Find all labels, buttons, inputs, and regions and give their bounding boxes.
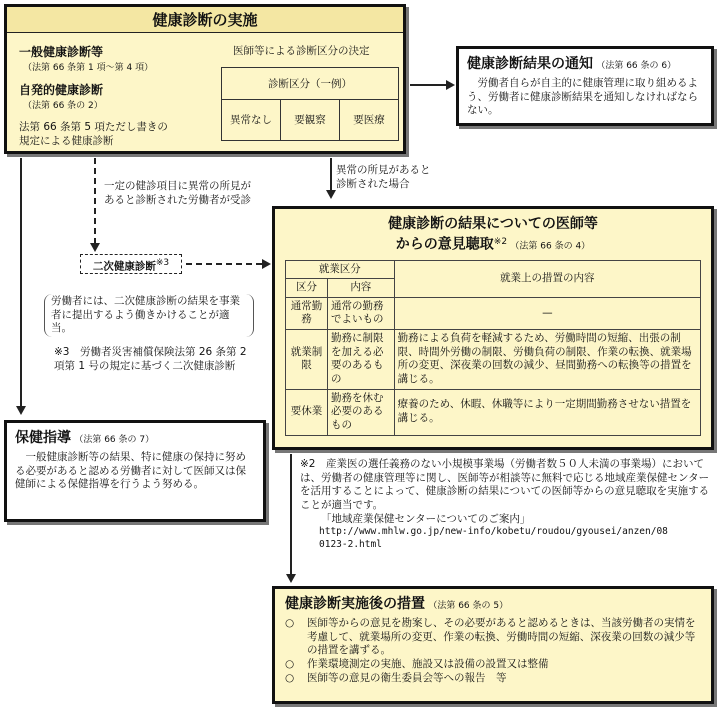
notice-law: （法第 66 条の 6） xyxy=(596,61,677,71)
col-naiyou: 内容 xyxy=(328,279,395,298)
note2-text: ※2 産業医の選任義務のない小規模事業場（労働者数５０人未満の事業場）においては、労働者の健康管理等に関し、医師等が相談等に無料で応じる地域産業保健センターを活用することによって、健康診断の結果についての医師等からの意見聴取を実施することが適当です。 xyxy=(300,458,710,511)
opinion-title-line1: 健康診断の結果についての医師等 xyxy=(388,216,598,232)
opinion-law: （法第 66 条の 4） xyxy=(510,241,591,252)
after-box xyxy=(272,586,714,704)
table-row xyxy=(286,297,701,329)
general-exam-law: （法第 66 条第 1 項～第 4 項） xyxy=(23,63,154,73)
row-measure: — xyxy=(394,297,700,329)
bullet-icon: ○ xyxy=(285,671,295,684)
line-to-opinion xyxy=(330,158,332,192)
opinion-box xyxy=(272,206,714,450)
arrow-to-notice xyxy=(410,84,446,86)
diagnosis-category-table xyxy=(221,67,399,141)
after-list xyxy=(285,617,701,685)
notice-body: 労働者自らが自主的に健康管理に取り組めるよう、労働者に健康診断結果を通知しなければならない。 xyxy=(467,77,698,117)
arrow-to-after-head xyxy=(286,574,296,583)
note2-url-line1: http://www.mhlw.go.jp/new-info/kobetu/roudou/gyousei/anzen/08 xyxy=(319,526,668,538)
arrow-to-opinion-head xyxy=(326,190,336,199)
after-item-text: 作業環境測定の実施、施設又は設備の設置又は整備 xyxy=(307,658,549,671)
abnormal-line1: 異常の所見があると xyxy=(336,164,431,176)
row-measure: 療養のため、休暇、休職等により一定期間勤務させない措置を講じる。 xyxy=(394,389,700,435)
secondary-exam-label: 二次健康診断 xyxy=(92,260,156,273)
row-kubun: 要休業 xyxy=(286,389,328,435)
category-treatment: 要医療 xyxy=(353,114,385,126)
row-kubun: 通常勤務 xyxy=(286,297,328,329)
abnormal-line2: 診断された場合 xyxy=(336,178,410,190)
after-item-text: 医師等の意見の衛生委員会等への報告 等 xyxy=(307,671,507,684)
arrow-to-notice-head xyxy=(446,80,455,90)
dashed-arrow-to-opinion xyxy=(186,263,262,265)
diagnosis-category-header: 診断区分（一例） xyxy=(222,68,398,100)
list-item xyxy=(285,617,701,658)
note2-block xyxy=(300,458,714,551)
line-to-guidance xyxy=(20,158,22,408)
secondary-exam-mark: ※3 xyxy=(155,258,170,268)
encourage-text: 労働者には、二次健康診断の結果を事業者に提出するよう働きかけることが適当。 xyxy=(44,294,254,337)
guidance-title: 保健指導 xyxy=(15,430,71,446)
bullet-icon: ○ xyxy=(285,617,295,630)
exam-implementation-box xyxy=(4,4,406,154)
line-to-after xyxy=(290,454,292,576)
opinion-table xyxy=(285,260,701,436)
list-item xyxy=(285,672,701,686)
after-law: （法第 66 条の 5） xyxy=(428,601,509,611)
opinion-title-mark: ※2 xyxy=(493,237,508,247)
notice-title: 健康診断結果の通知 xyxy=(467,56,593,72)
note2-url-line2: 0123-2.html xyxy=(319,538,382,550)
bullet-icon: ○ xyxy=(285,658,295,671)
row-kubun: 就業制限 xyxy=(286,330,328,390)
exam-implementation-title: 健康診断の実施 xyxy=(7,7,403,33)
note2-guide: 「地域産業保健センターについてのご案内」 xyxy=(321,512,531,525)
note3-text: ※3 労働者災害補償保険法第 26 条第 2 項第 1 号の規定に基づく二次健康診断 xyxy=(54,346,247,372)
table-row xyxy=(286,330,701,390)
category-normal: 異常なし xyxy=(222,100,281,140)
row-naiyou: 通常の勤務でよいもの xyxy=(328,297,395,329)
row-naiyou: 勤務に制限を加える必要のあるもの xyxy=(328,330,395,390)
arrow-to-guidance-head xyxy=(16,406,26,415)
secondary-condition-text: 一定の健診項目に異常の所見があると診断された労働者が受診 xyxy=(104,180,251,206)
row-measure: 勤務による負荷を軽減するため、労働時間の短縮、出張の制限、時間外労働の制限、労働負荷の制限、作業の転換、就業場所の変更、深夜業の回数の減少、昼間勤務への転換等の措置を講じる。 xyxy=(394,330,700,390)
guidance-body: 一般健康診断等の結果、特に健康の保持に努める必要があると認める労働者に対して医師又は保健師による保健指導を行うよう努める。 xyxy=(15,451,246,491)
col-kubun: 区分 xyxy=(286,279,328,298)
notice-box xyxy=(456,46,714,126)
general-exam-title: 一般健康診断等 xyxy=(19,45,104,59)
guidance-law: （法第 66 条の 7） xyxy=(74,435,155,445)
arrow-to-secondary-head xyxy=(90,243,100,252)
col-category: 就業区分 xyxy=(286,260,395,279)
row-naiyou: 勤務を休む必要のあるもの xyxy=(328,389,395,435)
voluntary-exam-law: （法第 66 条の 2） xyxy=(23,101,103,111)
list-item xyxy=(285,658,701,672)
proviso-exam-line2: 規定による健康診断 xyxy=(19,135,114,147)
voluntary-exam-title: 自発的健康診断 xyxy=(19,83,104,97)
col-measures: 就業上の措置の内容 xyxy=(394,260,700,297)
guidance-box xyxy=(4,420,266,522)
after-title: 健康診断実施後の措置 xyxy=(285,596,425,612)
proviso-exam-line1: 法第 66 条第 5 項ただし書きの xyxy=(19,121,168,133)
decision-label: 医師等による診断区分の決定 xyxy=(233,45,370,57)
after-item-text: 医師等からの意見を勘案し、その必要があると認めるときは、当該労働者の実情を考慮して、就業場所の変更、作業の転換、労働時間の短縮、深夜業の回数の減少等の措置を講ずる。 xyxy=(307,617,696,657)
category-observation: 要観察 xyxy=(281,100,340,140)
opinion-title-line2: からの意見聴取 xyxy=(395,236,494,253)
dashed-line-to-secondary xyxy=(94,158,96,244)
table-row xyxy=(286,389,701,435)
dashed-arrow-to-opinion-head xyxy=(262,259,271,269)
secondary-exam-box xyxy=(80,254,182,274)
